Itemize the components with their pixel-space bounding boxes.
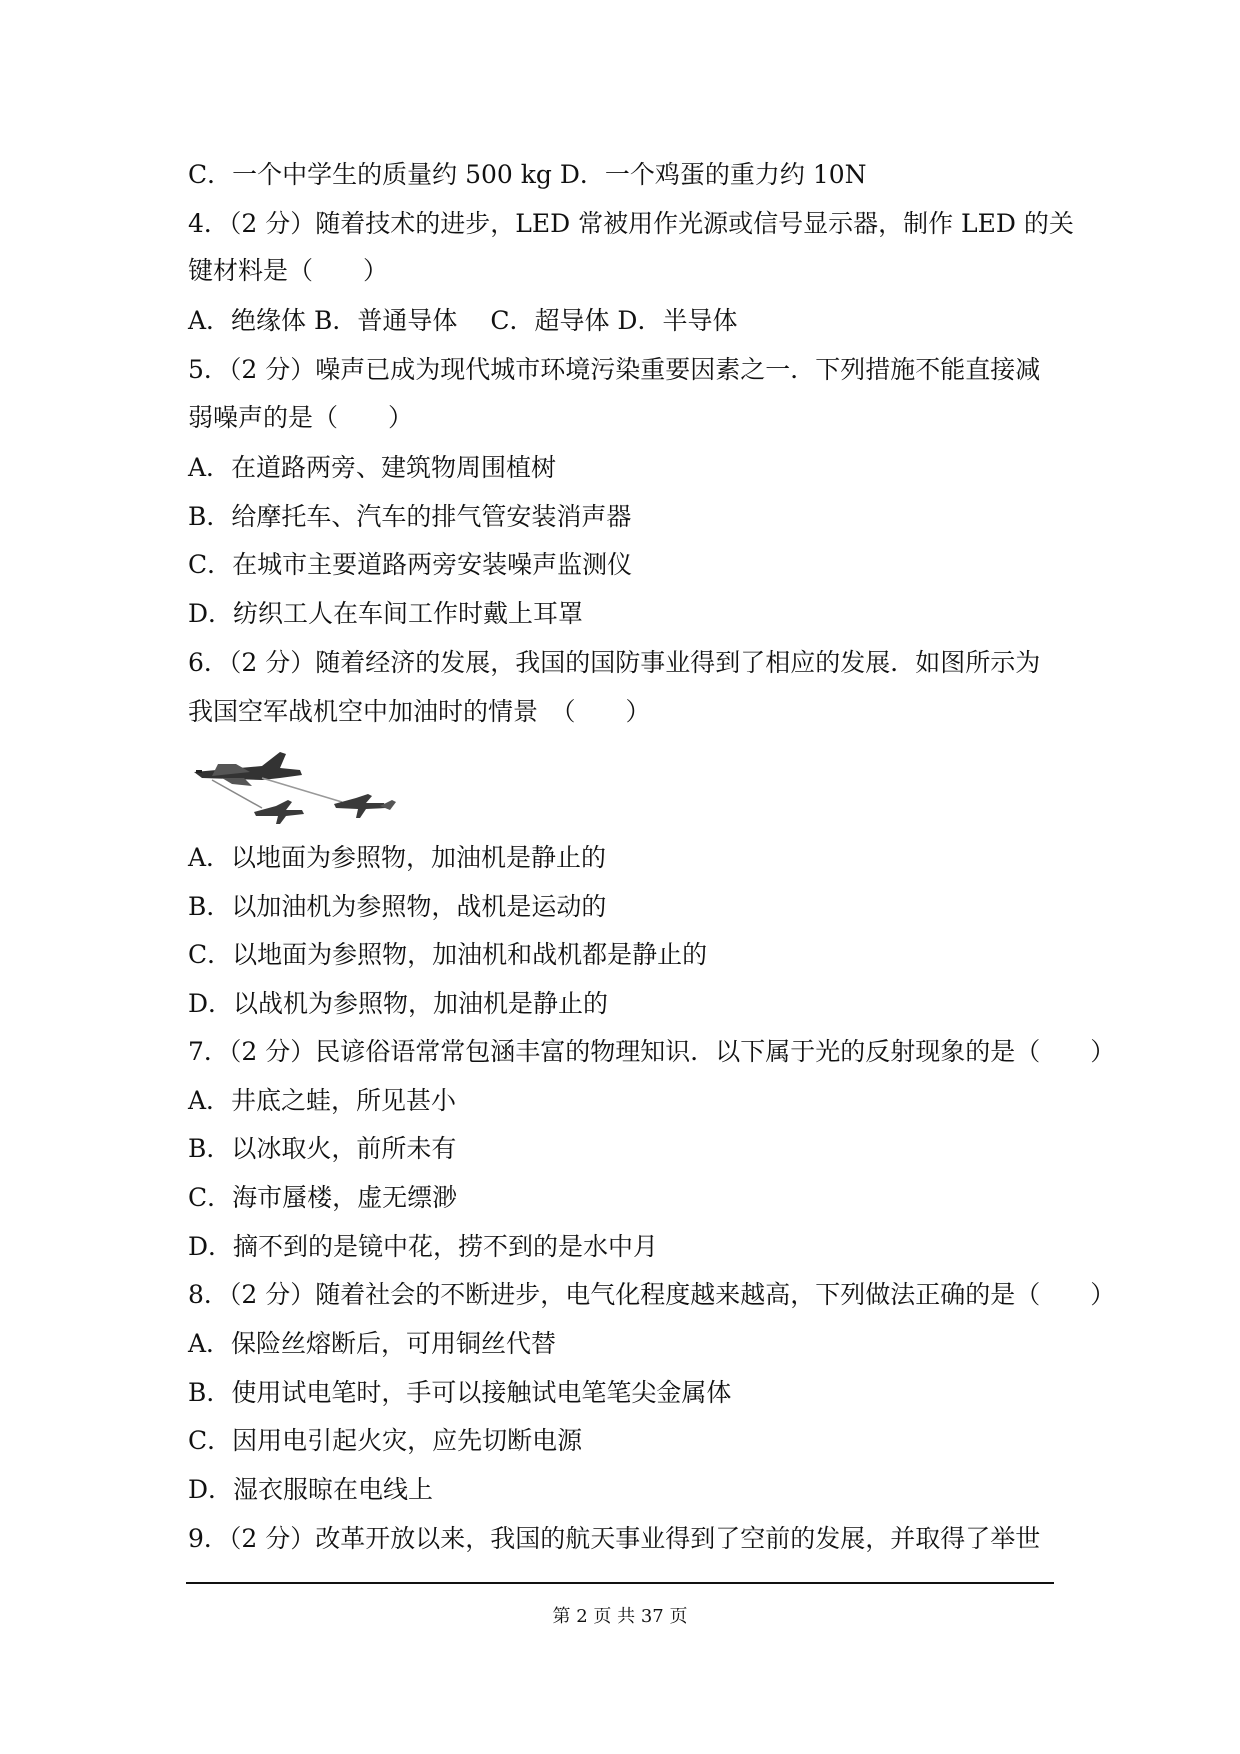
question-6-option-d: D．以战机为参照物，加油机是静止的: [188, 989, 609, 1018]
fighter-jet-icon: [254, 800, 304, 824]
question-5-option-b: B．给摩托车、汽车的排气管安装消声器: [188, 502, 632, 531]
question-8-option-b: B．使用试电笔时，手可以接触试电笔笔尖金属体: [188, 1378, 732, 1407]
refuel-hose-right: [262, 778, 342, 802]
question-8-option-d: D．湿衣服晾在电线上: [188, 1475, 434, 1504]
question-5-option-c: C．在城市主要道路两旁安装噪声监测仪: [188, 550, 633, 579]
tanker-aircraft-icon: [194, 752, 302, 786]
question-8-option-a: A．保险丝熔断后，可用铜丝代替: [188, 1329, 557, 1358]
question-6-stem: 6．（2 分）随着经济的发展，我国的国防事业得到了相应的发展．如图所示为: [188, 648, 1041, 677]
question-4-stem-cont: 键材料是（ ）: [188, 256, 389, 285]
question-7-option-d: D．摘不到的是镜中花，捞不到的是水中月: [188, 1232, 659, 1261]
question-6-option-b: B．以加油机为参照物，战机是运动的: [188, 892, 607, 921]
page-number-footer: 第 2 页 共 37 页: [552, 1606, 688, 1627]
aerial-refueling-figure: [192, 742, 412, 826]
fighter-jet-icon: [334, 794, 396, 818]
question-9-stem: 9．（2 分）改革开放以来，我国的航天事业得到了空前的发展，并取得了举世: [188, 1524, 1041, 1553]
question-6-stem-cont: 我国空军战机空中加油时的情景 （ ）: [188, 697, 651, 726]
question-7-option-a: A．井底之蛙，所见甚小: [188, 1086, 457, 1115]
question-8-option-c: C．因用电引起火灾，应先切断电源: [188, 1426, 583, 1455]
question-4-options: A．绝缘体 B．普通导体 C．超导体 D．半导体: [188, 306, 738, 335]
question-7-option-c: C．海市蜃楼，虚无缥渺: [188, 1183, 458, 1212]
footer-divider: [186, 1582, 1054, 1584]
question-5-stem: 5．（2 分）噪声已成为现代城市环境污染重要因素之一．下列措施不能直接减: [188, 355, 1041, 384]
question-5-option-a: A．在道路两旁、建筑物周围植树: [188, 453, 557, 482]
question-4-stem: 4．（2 分）随着技术的进步，LED 常被用作光源或信号显示器，制作 LED 的关: [188, 209, 1074, 238]
question-8-stem: 8．（2 分）随着社会的不断进步，电气化程度越来越高，下列做法正确的是（ ）: [188, 1280, 1116, 1309]
question-5-option-d: D．纺织工人在车间工作时戴上耳罩: [188, 599, 584, 628]
question-7-stem: 7．（2 分）民谚俗语常常包涵丰富的物理知识．以下属于光的反射现象的是（ ）: [188, 1037, 1116, 1066]
question-7-option-b: B．以冰取火，前所未有: [188, 1134, 457, 1163]
question-6-option-a: A．以地面为参照物，加油机是静止的: [188, 843, 607, 872]
question-5-stem-cont: 弱噪声的是（ ）: [188, 403, 414, 432]
option-line-q3-cd: C．一个中学生的质量约 500 kg D．一个鸡蛋的重力约 10N: [188, 160, 867, 189]
question-6-option-c: C．以地面为参照物，加油机和战机都是静止的: [188, 940, 708, 969]
